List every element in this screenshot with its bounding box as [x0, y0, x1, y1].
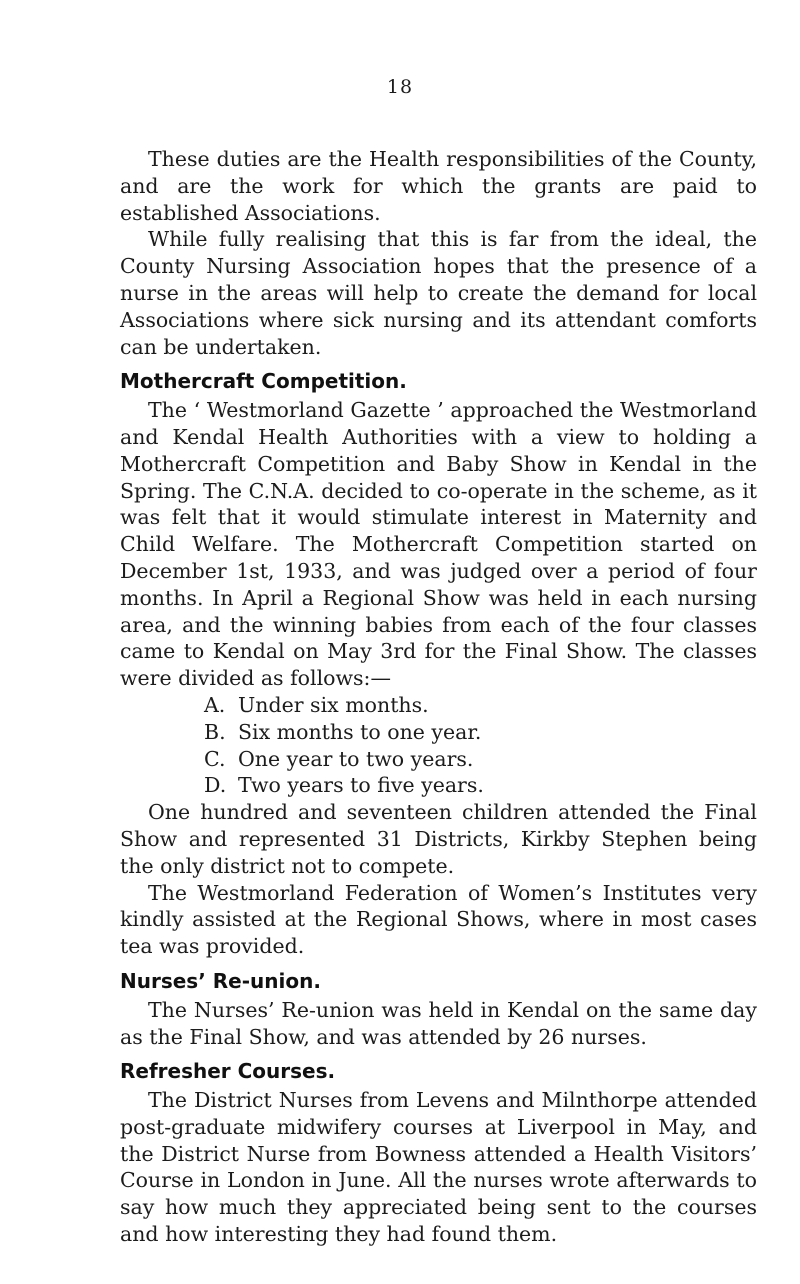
- page-body: [120, 146, 757, 1248]
- mothercraft-paragraph-3: The Westmorland Federation of Women’s Institutes very kindly assisted at the Regional Shows, where in most cases tea was provided.: [120, 880, 757, 959]
- mothercraft-heading: Mothercraft Competition.: [120, 369, 407, 394]
- list-item: [204, 772, 757, 799]
- intro-paragraph-1: These duties are the Health responsibilities of the County, and are the work for which the grants are paid to established Associations.: [120, 147, 757, 225]
- list-item: [204, 719, 757, 746]
- refresher-heading: Refresher Courses.: [120, 1059, 336, 1084]
- class-letter: A.: [204, 692, 226, 717]
- class-letter: D.: [204, 773, 227, 798]
- reunion-heading: Nurses’ Re-union.: [120, 968, 321, 993]
- class-letter: B.: [204, 719, 226, 744]
- class-text: Under six months.: [238, 692, 429, 717]
- class-text: One year to two years.: [238, 746, 474, 771]
- class-text: Six months to one year.: [238, 719, 482, 744]
- list-item: [204, 692, 757, 719]
- intro-paragraph-2: While fully realising that this is far from the ideal, the County Nursing Association hopes that the presence of a nurse in the areas will help to create the demand for local Associations where sick nursing and its attendant comforts can be undertaken.: [120, 227, 757, 359]
- class-list: [120, 692, 757, 799]
- reunion-paragraph: The Nurses’ Re-union was held in Kendal on the same day as the Final Show, and was attended by 26 nurses.: [120, 997, 757, 1049]
- mothercraft-paragraph-1: The ‘ Westmorland Gazette ’ approached the Westmorland and Kendal Health Authorities with a view to holding a Mothercraft Competition and Baby Show in Kendal in the Spring. The C.N.A. decided to co-operate in the scheme, as it was felt that it would stimulate interest in Maternity and Child Welfare. The Mothercraft Competition started on December 1st, 1933, and was judged over a period of four months. In April a Regional Show was held in each nursing area, and the winning babies from each of the four classes came to Kendal on May 3rd for the Final Show. The classes were divided as follows:—: [120, 398, 757, 691]
- mothercraft-paragraph-2: One hundred and seventeen children attended the Final Show and represented 31 Districts, Kirkby Stephen being the only district not to compete.: [120, 800, 757, 878]
- page-number: 18: [386, 76, 414, 98]
- refresher-paragraph: The District Nurses from Levens and Milnthorpe attended post-graduate midwifery courses at Liverpool in May, and the District Nurse from Bowness attended a Health Visitors’ Course in London in June. All the nurses wrote afterwards to say how much they appreciated being sent to the courses and how interesting they had found them.: [120, 1088, 757, 1247]
- list-item: [204, 746, 757, 773]
- class-letter: C.: [204, 746, 226, 771]
- class-text: Two years to five years.: [238, 773, 484, 798]
